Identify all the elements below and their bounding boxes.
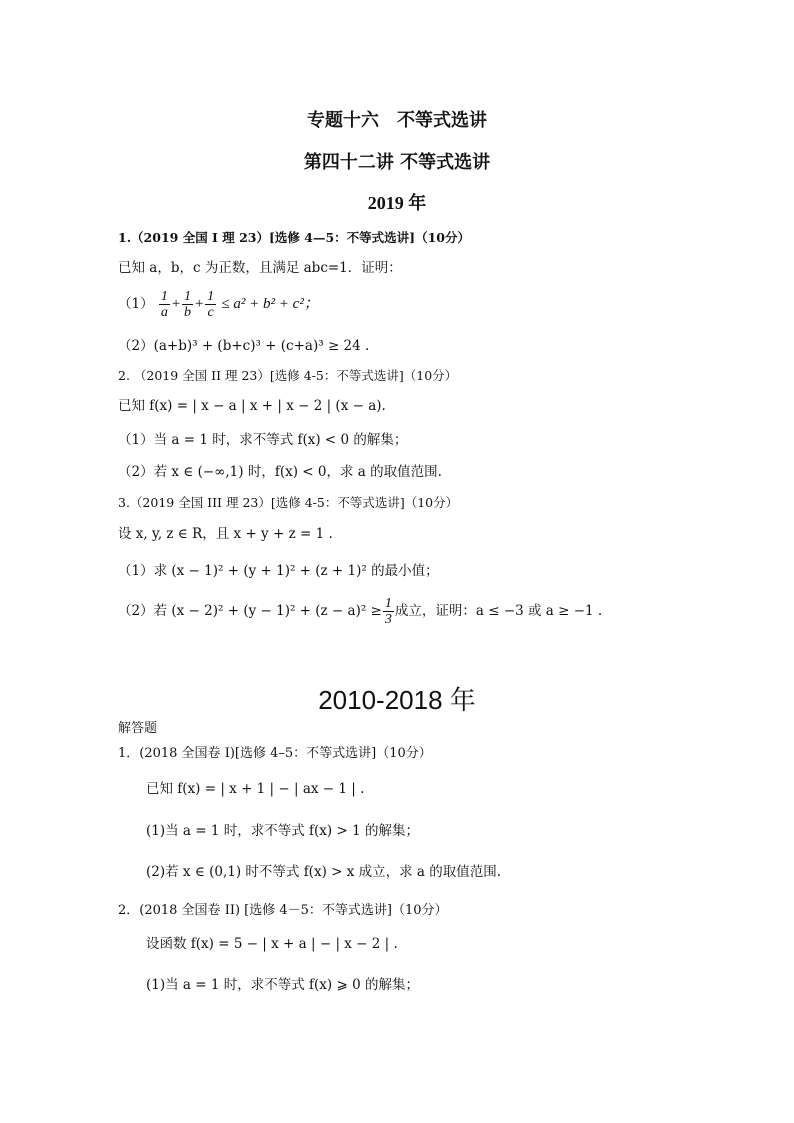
- years-range-heading: 2010-2018 年: [318, 685, 476, 715]
- fraction: $\frac{1}{3}$: [384, 596, 392, 627]
- problem-part-1: （1） $\frac{1}{a}$ + $\frac{1}{b}$ + $\frac{1}{c}$ ≤ a² + b² + c²；: [118, 289, 319, 320]
- problem-header: 1.（2019 全国 I 理 23）[选修 4—5：不等式选讲]（10分）: [118, 230, 470, 245]
- fraction: $\frac{1}{a}$: [160, 289, 168, 320]
- problem-stem: 已知 f(x) = | x − a | x + | x − 2 | (x − a).: [118, 398, 386, 414]
- problem-part-2: (2)若 x ∈ (0,1) 时不等式 f(x) > x 成立，求 a 的取值范围.: [146, 864, 502, 880]
- problem-part-2: （2）若 x ∈ (−∞,1) 时，f(x) < 0，求 a 的取值范围.: [118, 464, 442, 480]
- problem-stem: 已知 f(x) = | x + 1 | − | ax − 1 | .: [146, 781, 365, 797]
- lecture-title: 第四十二讲 不等式选讲: [303, 152, 491, 173]
- problem-header: 1．(2018 全国卷 I)[选修 4–5：不等式选讲]（10分）: [118, 746, 432, 761]
- inequality-rhs: ≤ a² + b² + c²；: [221, 296, 319, 312]
- problem-part-2: （2）(a+b)³ + (b+c)³ + (c+a)³ ≥ 24 .: [118, 338, 370, 354]
- fraction: $\frac{1}{b}$: [184, 289, 192, 320]
- problem-part-1: （1）当 a = 1 时，求不等式 f(x) < 0 的解集；: [118, 432, 408, 448]
- problem-header: 2. （2019 全国 II 理 23）[选修 4-5：不等式选讲]（10分）: [118, 368, 458, 383]
- fraction: $\frac{1}{c}$: [207, 289, 215, 320]
- topic-title: 专题十六 不等式选讲: [307, 110, 487, 131]
- problem-header: 2．(2018 全国卷 II) [选修 4－5：不等式选讲]（10分）: [118, 903, 448, 918]
- problem-part-1: (1)当 a = 1 时，求不等式 f(x) > 1 的解集；: [146, 823, 419, 839]
- part-label: （1）: [118, 296, 154, 312]
- problem-part-1: (1)当 a = 1 时，求不等式 f(x) ⩾ 0 的解集；: [146, 977, 419, 993]
- problem-stem: 设函数 f(x) = 5 − | x + a | − | x − 2 | .: [146, 936, 398, 952]
- problem-stem: 已知 a，b，c 为正数，且满足 abc=1．证明：: [118, 260, 402, 276]
- problem-part-1: （1）求 (x − 1)² + (y + 1)² + (z + 1)² 的最小值；: [118, 563, 439, 579]
- section-label: 解答题: [118, 721, 158, 736]
- problem-header: 3.（2019 全国 III 理 23）[选修 4-5：不等式选讲]（10分）: [118, 495, 459, 510]
- problem-stem: 设 x, y, z ∈ R，且 x + y + z = 1 .: [118, 526, 333, 542]
- year-heading: 2019 年: [367, 193, 427, 213]
- problem-part-2: （2）若 (x − 2)² + (y − 1)² + (z − a)² ≥ $\frac{1}{3}$ 成立，证明：a ≤ −3 或 a ≥ −1 .: [118, 596, 603, 627]
